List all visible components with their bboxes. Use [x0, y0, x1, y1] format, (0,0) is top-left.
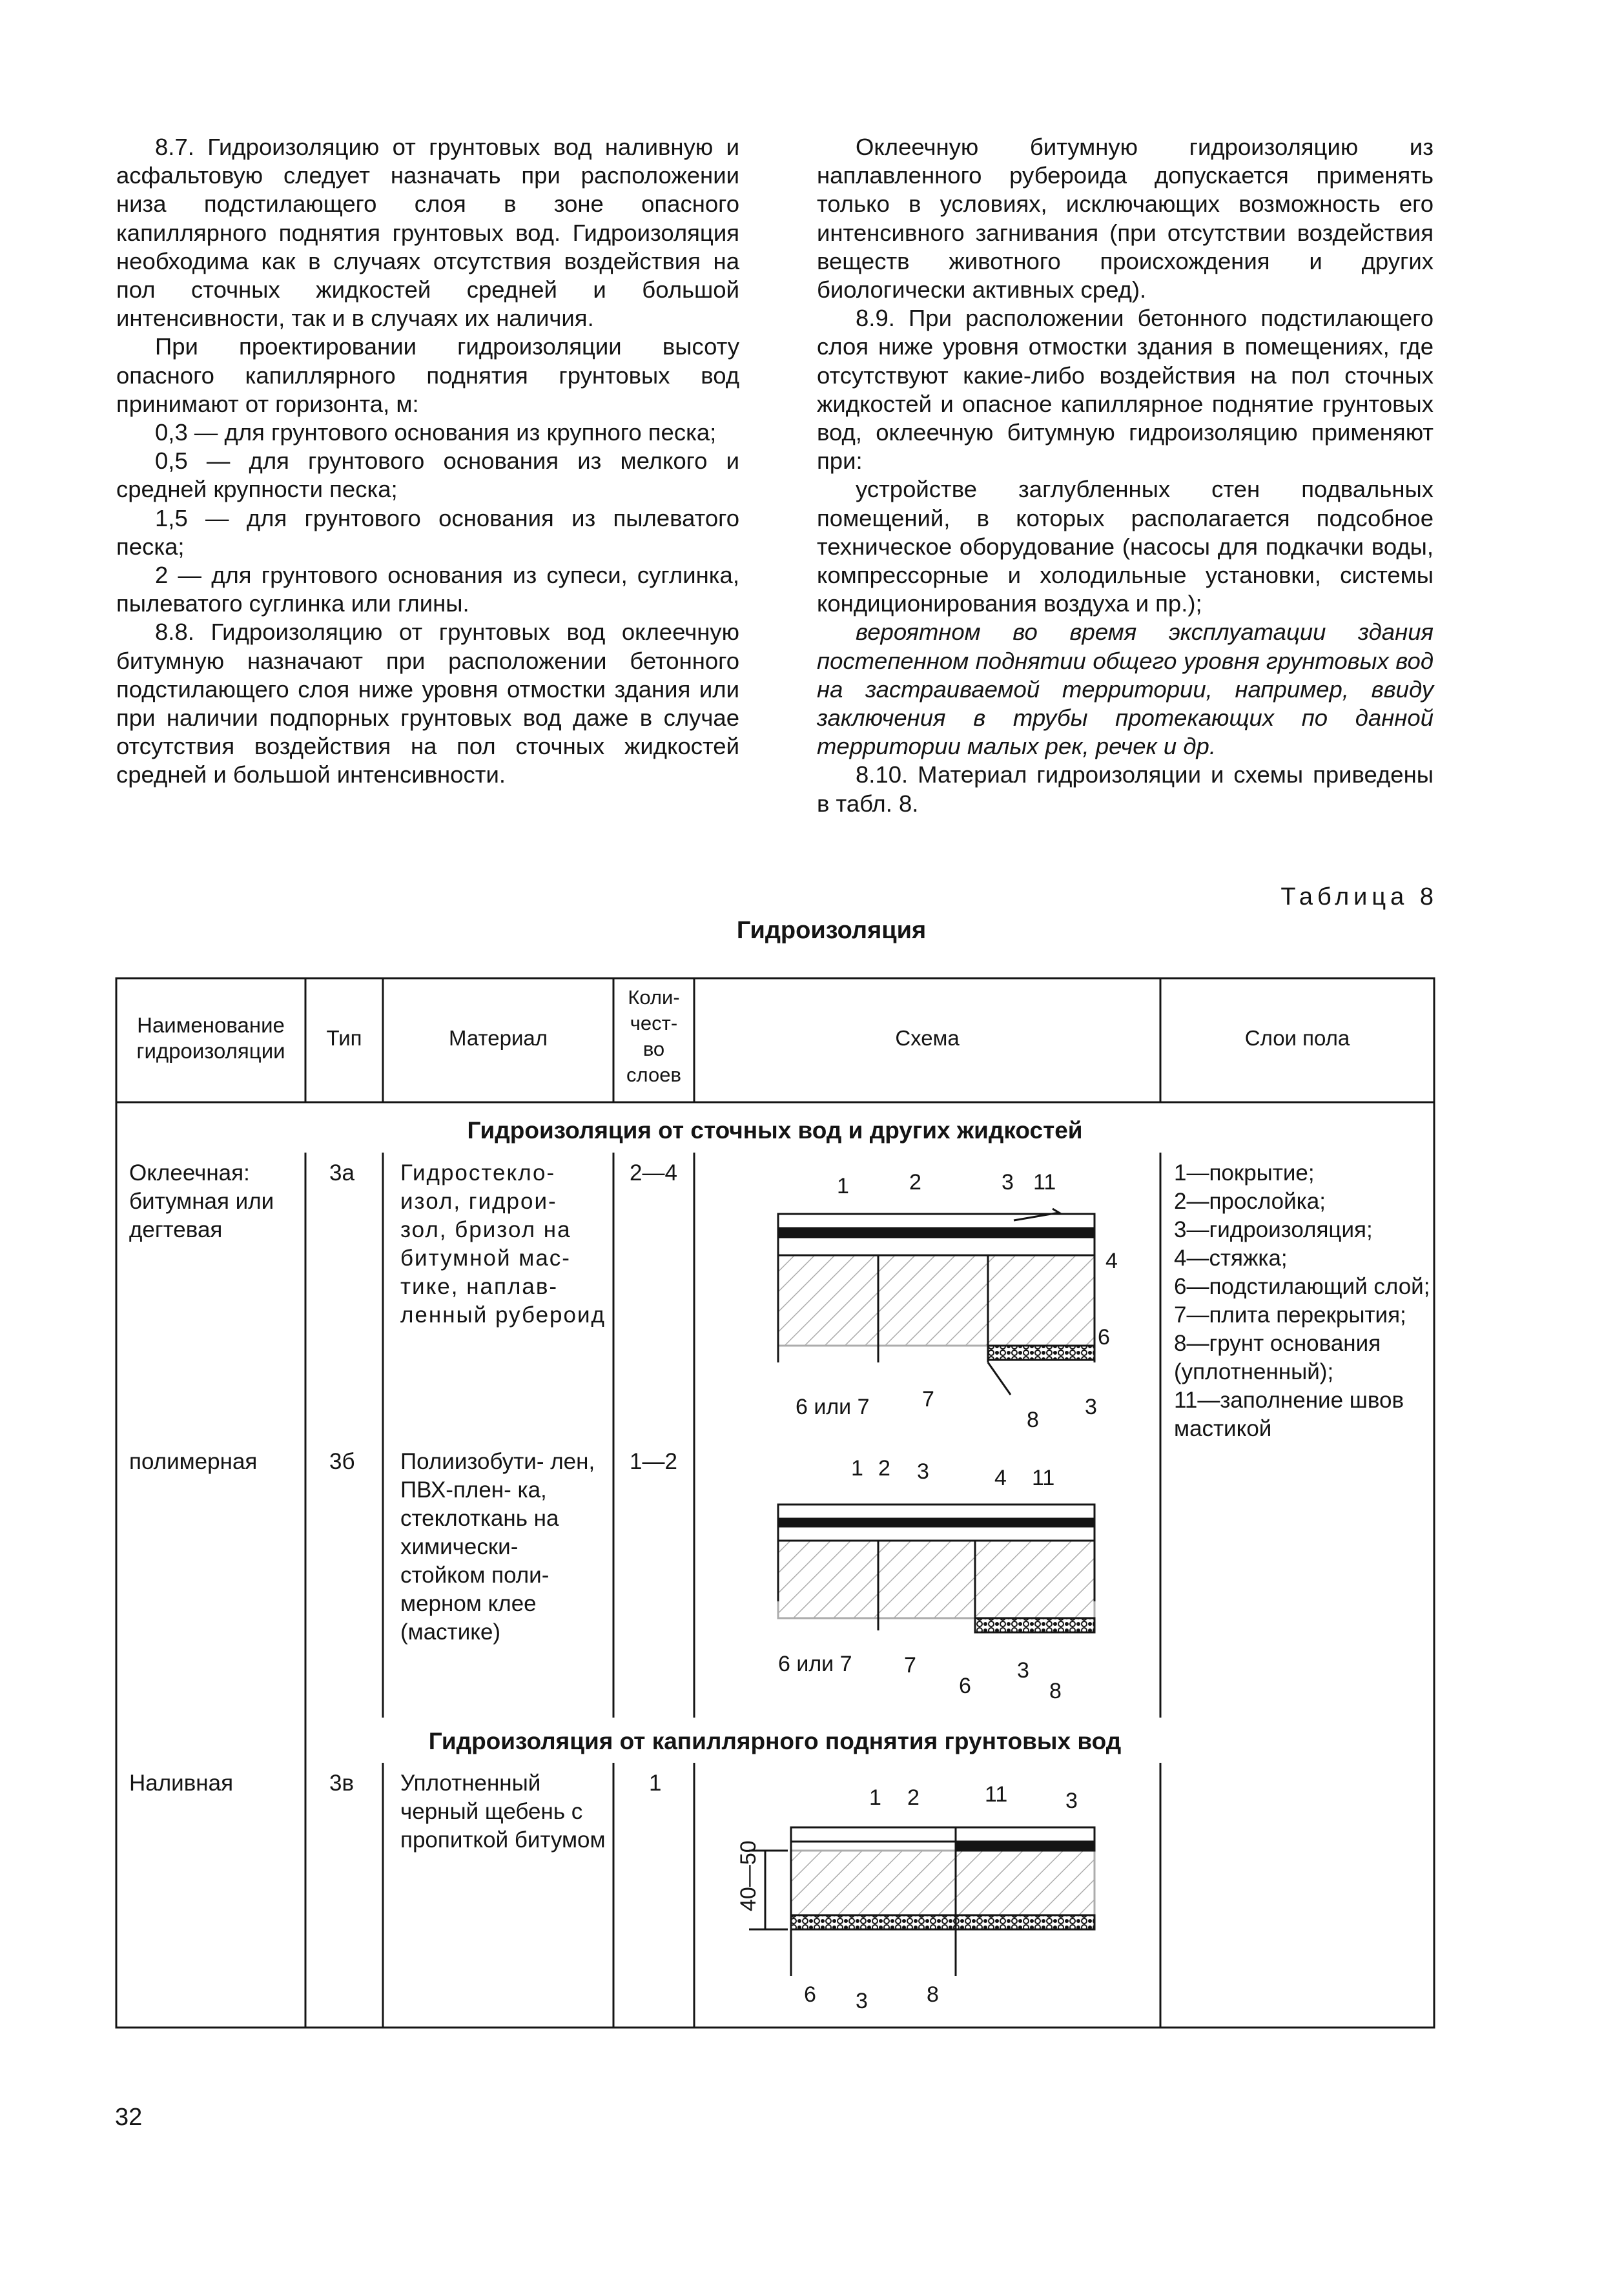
scheme-label: 11 [1033, 1170, 1056, 1195]
scheme-label: 8 [1049, 1679, 1062, 1703]
scheme-label: 6 [959, 1674, 971, 1698]
paragraph: вероятном во время эксплуатации здания постепенном поднятии общего уровня грунтовых вод на застраиваемой территории, например, ввиду заключения в трубы протекающих по данной территории малых рек, речек и др. [817, 619, 1434, 760]
row-name: Наливная [129, 1771, 234, 1796]
section-header: Гидроизоляция от капиллярного поднятия грунтовых вод [428, 1728, 1122, 1754]
row-type: 3а [329, 1160, 355, 1186]
scheme-label: 7 [904, 1653, 916, 1678]
header-scheme: Схема [895, 1026, 960, 1050]
paragraph: 8.10. Материал гидроизоляции и схемы приведены в табл. 8. [817, 761, 1434, 817]
header-floor-layers: Слои пола [1244, 1026, 1350, 1050]
row-type: 3в [329, 1771, 355, 1796]
row-name: Оклеечная: битумная или дегтевая [129, 1160, 274, 1242]
paragraph: 8.9. При расположении бетонного подстилающего слоя ниже уровня отмостки здания в помещениях, где отсутствуют какие-либо воздействия на пол сточных жидкостей и опасное капиллярное поднятие грунтовых вод, оклеечную битумную гидроизоляцию применяют при: [817, 305, 1434, 475]
paragraph: устройстве заглубленных стен подвальных помещений, в которых располагается подсобное техническое оборудование (насосы для подкачки воды, компрессорные и холодильные установки, системы кондиционирования воздуха и пр.); [817, 476, 1434, 617]
scheme-label: 3 [1017, 1658, 1029, 1683]
table-title: Гидроизоляция [736, 917, 927, 944]
scheme-label: 8 [927, 1982, 939, 2007]
scheme-label: 6 или 7 [796, 1395, 870, 1419]
scheme-label: 6 [804, 1982, 816, 2007]
scheme-label: 6 или 7 [778, 1652, 852, 1676]
row-count: 1—2 [630, 1449, 677, 1474]
legend-item: 2—прослойка; [1174, 1189, 1326, 1214]
paragraph: 8.7. Гидроизоляцию от грунтовых вод наливную и асфальтовую следует назначать при расположении низа подстилающего слоя в зоне опасного капиллярного поднятия грунтовых вод. Гидроизоляция необходима как в случаях отсутствия воздействия на пол сточных жидкостей средней и большой интенсивности, так и в случаях их наличия. [116, 134, 739, 332]
header-type: Тип [326, 1026, 362, 1050]
scheme-label: 3 [1065, 1789, 1078, 1813]
scheme-3b [778, 1505, 1095, 1632]
scheme-3a [778, 1209, 1095, 1395]
scheme-label: 7 [922, 1387, 934, 1412]
scheme-label: 3 [1002, 1170, 1014, 1195]
scheme-label: 3 [856, 1989, 868, 2013]
scheme-3v [749, 1827, 1095, 1976]
row-count: 2—4 [630, 1160, 677, 1186]
scheme-label: 1 [851, 1456, 863, 1481]
floor-layers-legend [1174, 1159, 1432, 1443]
row-name: полимерная [129, 1449, 258, 1474]
legend-item: 11—заполнение швов мастикой [1174, 1388, 1404, 1441]
header-material: Материал [449, 1026, 548, 1050]
page-number: 32 [115, 2104, 143, 2131]
scheme-label: 11 [985, 1782, 1008, 1807]
section-header: Гидроизоляция от сточных вод и других жидкостей [467, 1117, 1083, 1144]
table-label: Таблица 8 [1280, 883, 1438, 910]
paragraph: Оклеечную битумную гидроизоляцию из наплавленного рубероида допускается применять только в условиях, исключающих возможность его интенсивного загнивания (при отсутствии воздействия веществ животного происхождения и других биологически активных сред). [817, 134, 1434, 303]
paragraph: 1,5 — для грунтового основания из пылеватого песка; [116, 504, 739, 560]
header-layers-count: Коли- чест- во слоев [626, 986, 681, 1086]
scheme-label: 4 [994, 1466, 1007, 1490]
paragraph: 0,5 — для грунтового основания из мелкого и средней крупности песка; [116, 447, 739, 503]
scheme-label: 40—50 [736, 1840, 761, 1911]
scheme-label: 6 [1098, 1325, 1110, 1350]
header-name: Наименование гидроизоляции [136, 1013, 285, 1063]
scheme-label: 3 [917, 1459, 929, 1484]
legend-item: 1—покрытие; [1174, 1160, 1315, 1186]
row-material: Гидростекло- изол, гидрои- зол, бризол на битумной мас- тике, наплав- ленный рубероид [400, 1160, 606, 1328]
row-count: 1 [649, 1771, 662, 1796]
legend-item: 4—стяжка; [1174, 1246, 1288, 1271]
row-type: 3б [329, 1449, 355, 1474]
scheme-label: 2 [907, 1785, 920, 1810]
legend-item: 7—плита перекрытия; [1174, 1302, 1406, 1328]
legend-item: 8—грунт основания (уплотненный); [1174, 1331, 1381, 1384]
paragraph: 0,3 — для грунтового основания из крупного песка; [155, 419, 717, 446]
legend-item: 6—подстилающий слой; [1174, 1274, 1430, 1299]
scheme-label: 8 [1027, 1408, 1039, 1432]
row-material: Полиизобути- лен, ПВХ-плен- ка, стеклоткань на химически- стойком поли- мерном клее (мастике) [400, 1449, 595, 1645]
paragraph: 2 — для грунтового основания из супеси, суглинка, пылеватого суглинка или глины. [116, 562, 739, 617]
paragraph: 8.8. Гидроизоляцию от грунтовых вод оклеечную битумную назначают при расположении бетонного подстилающего слоя ниже уровня отмостки здания или при наличии подпорных грунтовых вод даже в случае отсутствия воздействия на пол сточных жидкостей средней и большой интенсивности. [116, 619, 739, 788]
scheme-label: 2 [878, 1456, 890, 1481]
legend-item: 3—гидроизоляция; [1174, 1217, 1373, 1242]
scheme-label: 3 [1085, 1395, 1097, 1419]
paragraph: При проектировании гидроизоляции высоту опасного капиллярного поднятия грунтовых вод принимают от горизонта, м: [116, 333, 739, 417]
scheme-label: 11 [1032, 1466, 1055, 1490]
scheme-label: 4 [1105, 1249, 1118, 1273]
scheme-label: 2 [909, 1170, 921, 1195]
scheme-label: 1 [869, 1785, 881, 1810]
scheme-label: 1 [837, 1174, 849, 1198]
row-material: Уплотненный черный щебень с пропиткой битумом [400, 1771, 606, 1853]
